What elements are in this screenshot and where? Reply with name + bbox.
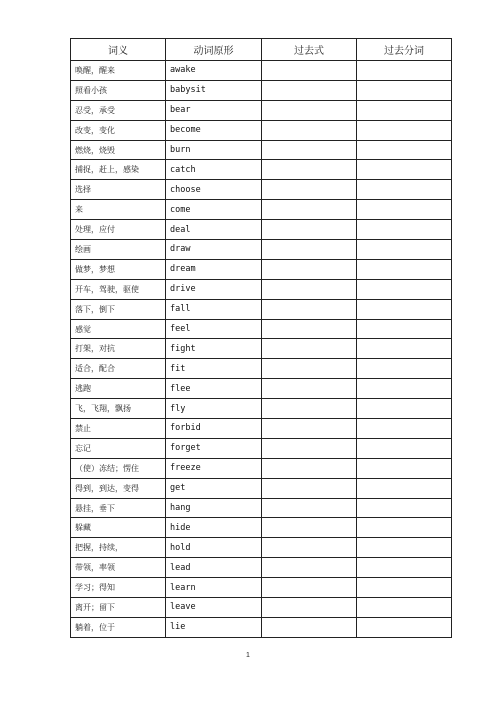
past-tense-cell[interactable]: [262, 120, 357, 140]
table-row: [71, 438, 452, 458]
meaning-cell: 把握，持续，: [71, 538, 166, 558]
table-row: [71, 498, 452, 518]
table-row: [71, 339, 452, 359]
meaning-cell: 离开；留下: [71, 598, 166, 618]
table-row: [71, 220, 452, 240]
table-row: [71, 379, 452, 399]
past-participle-cell[interactable]: [357, 180, 452, 200]
past-participle-cell[interactable]: [357, 379, 452, 399]
meaning-cell: 忘记: [71, 438, 166, 458]
meaning-cell: 感觉: [71, 319, 166, 339]
past-tense-cell[interactable]: [262, 100, 357, 120]
table-row: [71, 100, 452, 120]
past-tense-cell[interactable]: [262, 598, 357, 618]
base-form-cell: become: [166, 120, 262, 140]
meaning-cell: 捕捉，赶上，感染: [71, 160, 166, 180]
base-form-cell: hide: [166, 518, 262, 538]
base-form-cell: burn: [166, 140, 262, 160]
meaning-cell: 来: [71, 200, 166, 220]
past-participle-cell[interactable]: [357, 339, 452, 359]
table-row: [71, 279, 452, 299]
past-tense-cell[interactable]: [262, 319, 357, 339]
past-tense-cell[interactable]: [262, 140, 357, 160]
meaning-cell: 躺着，位于: [71, 617, 166, 637]
base-form-cell: flee: [166, 379, 262, 399]
meaning-cell: 处理，应付: [71, 220, 166, 240]
past-participle-cell[interactable]: [357, 578, 452, 598]
table-row: [71, 399, 452, 419]
table-row: [71, 240, 452, 260]
base-form-cell: freeze: [166, 458, 262, 478]
meaning-cell: 选择: [71, 180, 166, 200]
past-tense-cell[interactable]: [262, 240, 357, 260]
base-form-cell: drive: [166, 279, 262, 299]
meaning-cell: 打架，对抗: [71, 339, 166, 359]
past-participle-cell[interactable]: [357, 319, 452, 339]
meaning-cell: 照看小孩: [71, 80, 166, 100]
past-tense-cell[interactable]: [262, 61, 357, 81]
table-row: [71, 140, 452, 160]
table-row: [71, 359, 452, 379]
past-participle-cell[interactable]: [357, 80, 452, 100]
meaning-cell: 唤醒，醒来: [71, 61, 166, 81]
past-tense-cell[interactable]: [262, 617, 357, 637]
past-participle-cell[interactable]: [357, 478, 452, 498]
past-tense-cell[interactable]: [262, 419, 357, 439]
table-row: [71, 538, 452, 558]
meaning-cell: 得到，到达，变得: [71, 478, 166, 498]
base-form-cell: fly: [166, 399, 262, 419]
past-tense-cell[interactable]: [262, 160, 357, 180]
meaning-cell: 开车，驾驶，驱使: [71, 279, 166, 299]
past-participle-cell[interactable]: [357, 359, 452, 379]
header-base-form: 动词原形: [166, 39, 262, 61]
table-row: [71, 299, 452, 319]
past-tense-cell[interactable]: [262, 200, 357, 220]
past-participle-cell[interactable]: [357, 140, 452, 160]
table-row: [71, 160, 452, 180]
base-form-cell: fit: [166, 359, 262, 379]
table-row: [71, 598, 452, 618]
table-row: [71, 478, 452, 498]
base-form-cell: fight: [166, 339, 262, 359]
past-participle-cell[interactable]: [357, 458, 452, 478]
past-tense-cell[interactable]: [262, 299, 357, 319]
past-participle-cell[interactable]: [357, 399, 452, 419]
table-row: [71, 80, 452, 100]
meaning-cell: 绘画: [71, 240, 166, 260]
table-row: [71, 558, 452, 578]
meaning-cell: 忍受，承受: [71, 100, 166, 120]
meaning-cell: 带领，率领: [71, 558, 166, 578]
header-row: [71, 39, 452, 61]
header-past-participle: 过去分词: [357, 39, 452, 61]
meaning-cell: 燃烧，烧毁: [71, 140, 166, 160]
header-meaning: 词义: [71, 39, 166, 61]
past-participle-cell[interactable]: [357, 279, 452, 299]
past-tense-cell[interactable]: [262, 518, 357, 538]
past-tense-cell[interactable]: [262, 578, 357, 598]
table-row: [71, 458, 452, 478]
table-row: [71, 200, 452, 220]
past-tense-cell[interactable]: [262, 538, 357, 558]
meaning-cell: 适合，配合: [71, 359, 166, 379]
table-row: [71, 120, 452, 140]
past-participle-cell[interactable]: [357, 61, 452, 81]
meaning-cell: 躲藏: [71, 518, 166, 538]
past-participle-cell[interactable]: [357, 558, 452, 578]
past-participle-cell[interactable]: [357, 220, 452, 240]
table-row: [71, 259, 452, 279]
base-form-cell: lie: [166, 617, 262, 637]
base-form-cell: forget: [166, 438, 262, 458]
past-participle-cell[interactable]: [357, 598, 452, 618]
past-tense-cell[interactable]: [262, 558, 357, 578]
meaning-cell: （使）冻结；愣住: [71, 458, 166, 478]
past-participle-cell[interactable]: [357, 120, 452, 140]
base-form-cell: catch: [166, 160, 262, 180]
table-row: [71, 578, 452, 598]
base-form-cell: leave: [166, 598, 262, 618]
base-form-cell: feel: [166, 319, 262, 339]
meaning-cell: 改变，变化: [71, 120, 166, 140]
table-row: [71, 617, 452, 637]
past-participle-cell[interactable]: [357, 617, 452, 637]
past-participle-cell[interactable]: [357, 160, 452, 180]
table-row: [71, 419, 452, 439]
past-tense-cell[interactable]: [262, 438, 357, 458]
page-number: 1: [246, 652, 250, 659]
verb-table: [70, 38, 452, 638]
past-participle-cell[interactable]: [357, 200, 452, 220]
meaning-cell: 悬挂，垂下: [71, 498, 166, 518]
table-row: [71, 518, 452, 538]
base-form-cell: forbid: [166, 419, 262, 439]
meaning-cell: 逃跑: [71, 379, 166, 399]
past-tense-cell[interactable]: [262, 220, 357, 240]
past-tense-cell[interactable]: [262, 399, 357, 419]
past-participle-cell[interactable]: [357, 498, 452, 518]
past-participle-cell[interactable]: [357, 240, 452, 260]
base-form-cell: hang: [166, 498, 262, 518]
past-tense-cell[interactable]: [262, 359, 357, 379]
past-tense-cell[interactable]: [262, 279, 357, 299]
base-form-cell: awake: [166, 61, 262, 81]
base-form-cell: get: [166, 478, 262, 498]
past-tense-cell[interactable]: [262, 498, 357, 518]
past-tense-cell[interactable]: [262, 339, 357, 359]
past-participle-cell[interactable]: [357, 538, 452, 558]
table-row: [71, 319, 452, 339]
header-past-tense: 过去式: [262, 39, 357, 61]
base-form-cell: babysit: [166, 80, 262, 100]
past-tense-cell[interactable]: [262, 80, 357, 100]
table-row: [71, 61, 452, 81]
meaning-cell: 做梦，梦想: [71, 259, 166, 279]
meaning-cell: 落下，倒下: [71, 299, 166, 319]
meaning-cell: 禁止: [71, 419, 166, 439]
past-participle-cell[interactable]: [357, 518, 452, 538]
base-form-cell: lead: [166, 558, 262, 578]
meaning-cell: 飞，飞翔，飘扬: [71, 399, 166, 419]
base-form-cell: deal: [166, 220, 262, 240]
past-participle-cell[interactable]: [357, 259, 452, 279]
base-form-cell: learn: [166, 578, 262, 598]
past-participle-cell[interactable]: [357, 419, 452, 439]
base-form-cell: fall: [166, 299, 262, 319]
base-form-cell: dream: [166, 259, 262, 279]
past-tense-cell[interactable]: [262, 379, 357, 399]
table-row: [71, 180, 452, 200]
base-form-cell: draw: [166, 240, 262, 260]
base-form-cell: hold: [166, 538, 262, 558]
past-participle-cell[interactable]: [357, 299, 452, 319]
base-form-cell: come: [166, 200, 262, 220]
meaning-cell: 学习；得知: [71, 578, 166, 598]
base-form-cell: choose: [166, 180, 262, 200]
base-form-cell: bear: [166, 100, 262, 120]
past-participle-cell[interactable]: [357, 100, 452, 120]
past-participle-cell[interactable]: [357, 438, 452, 458]
past-tense-cell[interactable]: [262, 458, 357, 478]
past-tense-cell[interactable]: [262, 478, 357, 498]
past-tense-cell[interactable]: [262, 180, 357, 200]
past-tense-cell[interactable]: [262, 259, 357, 279]
table-body: [71, 61, 452, 638]
